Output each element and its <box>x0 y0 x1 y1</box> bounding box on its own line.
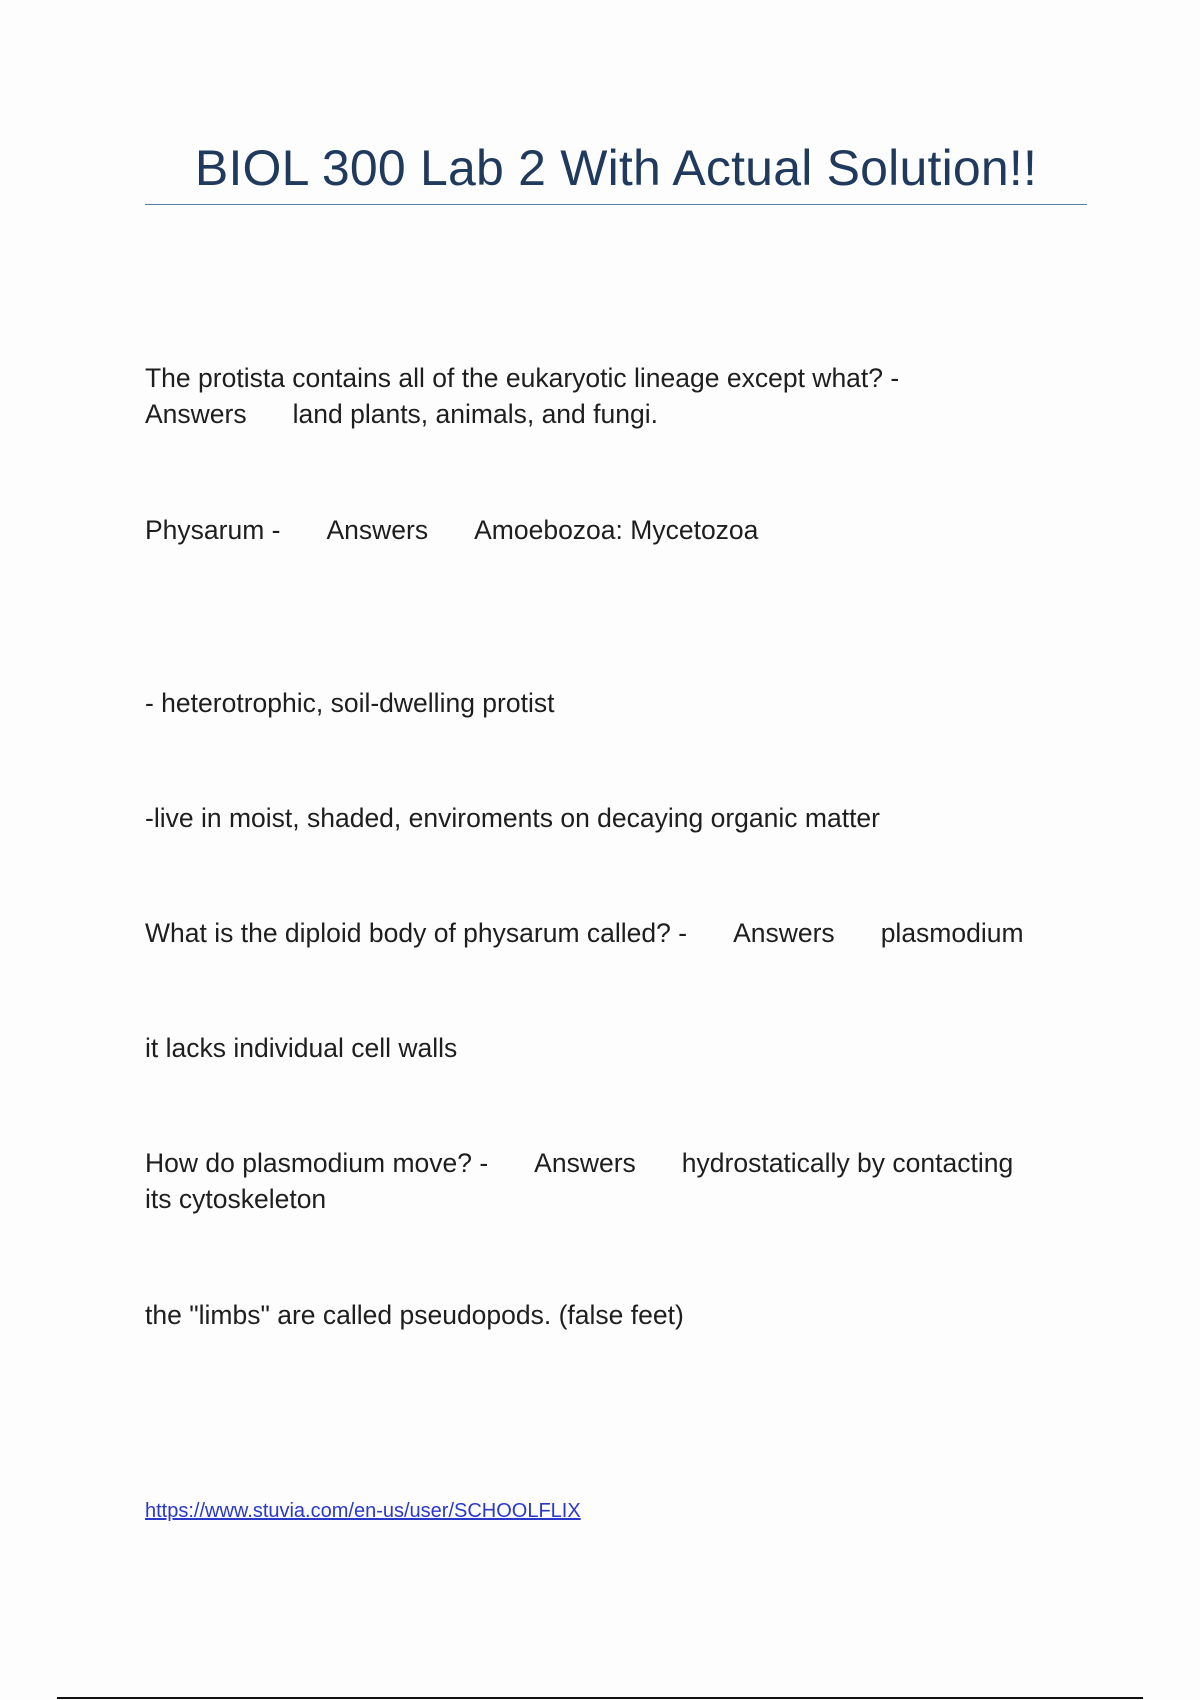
q1-answer-label: Answers <box>145 399 247 429</box>
q3-answer-label: Answers <box>733 918 835 948</box>
page-title: BIOL 300 Lab 2 With Actual Solution!! <box>194 140 1038 196</box>
q4-line <box>145 1145 1013 1181</box>
q4-answer-continued <box>145 1181 326 1217</box>
note2-text: -live in moist, shaded, enviroments on decaying organic matter <box>145 803 880 833</box>
note-pseudopods <box>145 1297 684 1333</box>
q2-line <box>145 512 758 548</box>
bottom-rule <box>57 1697 1143 1699</box>
note3-text: it lacks individual cell walls <box>145 1033 458 1063</box>
q1-answer-line <box>145 396 658 432</box>
note-habitat <box>145 800 880 836</box>
note-cell-walls <box>145 1030 457 1066</box>
q1-answer: land plants, animals, and fungi. <box>292 399 658 429</box>
q4-answer-part2: its cytoskeleton <box>145 1184 327 1214</box>
q2-answer: Amoebozoa: Mycetozoa <box>474 515 759 545</box>
q4-question: How do plasmodium move? - <box>145 1148 489 1178</box>
q4-answer-part1: hydrostatically by contacting <box>681 1148 1014 1178</box>
q3-question: What is the diploid body of physarum called? - <box>145 918 688 948</box>
note-heterotrophic <box>145 685 554 721</box>
q3-answer: plasmodium <box>880 918 1024 948</box>
q1-question <box>145 360 899 396</box>
q3-line <box>145 915 1024 951</box>
q4-answer-label: Answers <box>534 1148 636 1178</box>
stuvia-user-link[interactable]: https://www.stuvia.com/en-us/user/SCHOOLFLIX <box>145 1500 581 1522</box>
q1-question-text: The protista contains all of the eukaryotic lineage except what? - <box>145 363 900 393</box>
note4-text: the "limbs" are called pseudopods. (false feet) <box>145 1300 684 1330</box>
q2-question: Physarum - <box>145 515 281 545</box>
note1-text: - heterotrophic, soil-dwelling protist <box>145 688 555 718</box>
q2-answer-label: Answers <box>326 515 429 545</box>
title-block <box>145 140 1087 205</box>
